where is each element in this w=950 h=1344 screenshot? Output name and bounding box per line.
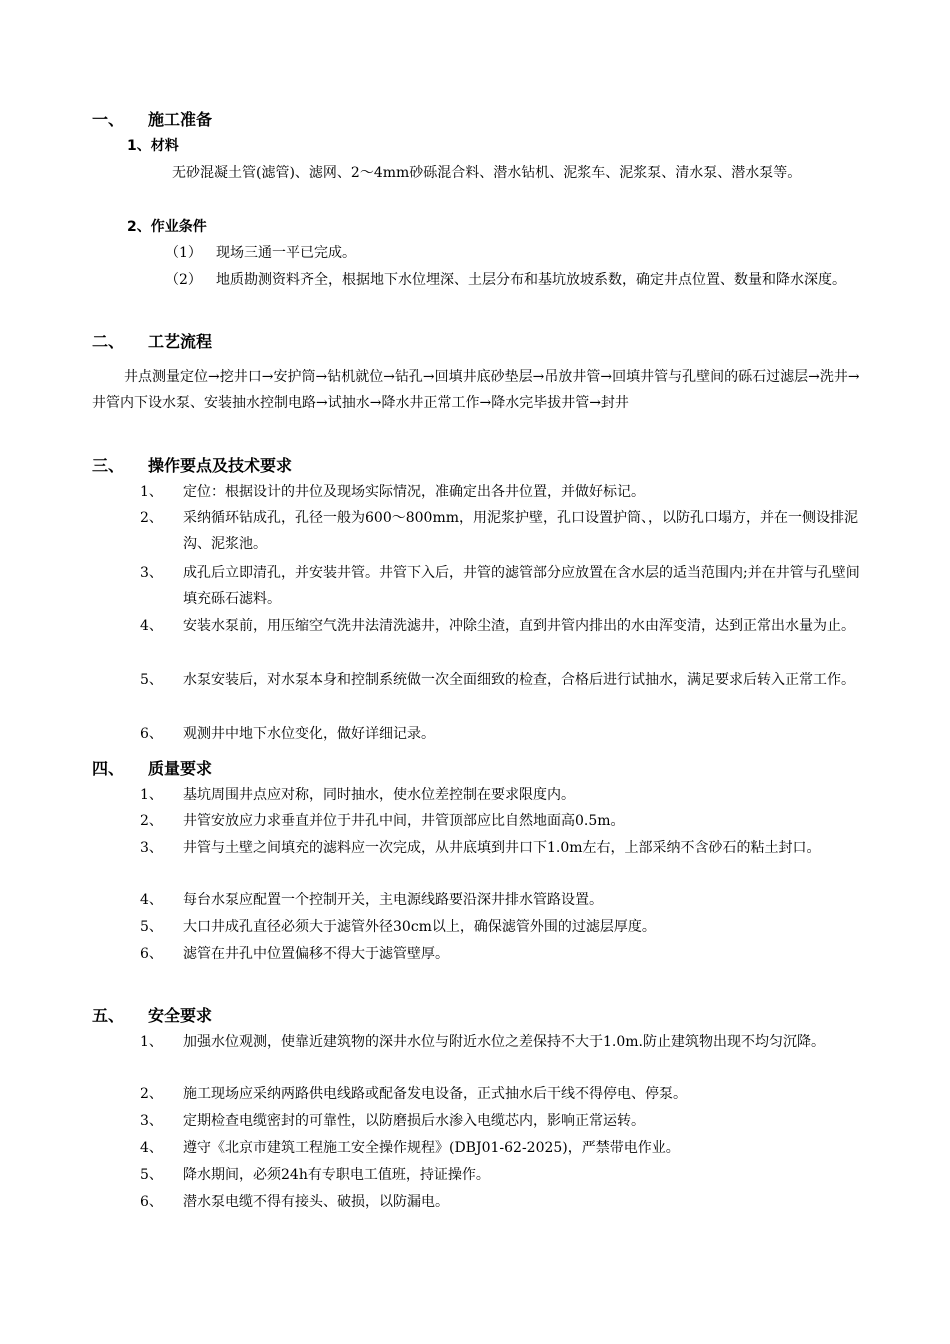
technical-item: [140, 505, 865, 557]
section-number: 四、: [92, 759, 125, 778]
section-title: 施工准备: [148, 110, 213, 129]
technical-item: [140, 667, 865, 693]
quality-item: [140, 808, 865, 834]
process-flow-text: 井点测量定位→挖井口→安护筒→钻机就位→钻孔→回填井底砂垫层→吊放井管→回填井管与孔壁间的砾石过滤层→洗井→井管内下设水泵、安装抽水控制电路→试抽水→降水井正常工作→降水完毕拔井管→封井: [92, 369, 860, 411]
safety-item: [140, 1189, 865, 1215]
subsection-heading-materials: [127, 137, 179, 155]
item-text: 井管安放应力求垂直并位于井孔中间，井管顶部应比自然地面高0.5m。: [183, 813, 625, 829]
item-text: 安装水泵前，用压缩空气洗井法清洗滤井，冲除尘渣，直到井管内排出的水由浑变清，达到正常出水量为止。: [183, 618, 855, 634]
subsection-heading-conditions: [127, 218, 207, 236]
safety-item: [140, 1162, 865, 1188]
item-number: 1、: [140, 1034, 163, 1050]
item-number: 2、: [140, 813, 163, 829]
item-text: 大口井成孔直径必须大于滤管外径30cm以上，确保滤管外围的过滤层厚度。: [183, 919, 656, 935]
item-number: 5、: [140, 919, 163, 935]
section-title: 安全要求: [148, 1006, 213, 1025]
quality-item: [140, 835, 865, 861]
section-heading-1: [92, 110, 212, 130]
section-heading-3: [92, 456, 292, 476]
item-number: 5、: [140, 1167, 163, 1183]
quality-item: [140, 914, 865, 940]
item-text: 基坑周围井点应对称，同时抽水，使水位差控制在要求限度内。: [183, 787, 575, 803]
section-heading-2: [92, 332, 212, 352]
section-title: 工艺流程: [148, 332, 213, 351]
item-number: 3、: [140, 565, 163, 581]
item-text: 水泵安装后，对水泵本身和控制系统做一次全面细致的检查，合格后进行试抽水，满足要求后转入正常工作。: [183, 672, 855, 688]
item-number: 3、: [140, 840, 163, 856]
item-text: 加强水位观测，使靠近建筑物的深井水位与附近水位之差保持不大于1.0m.防止建筑物出现不均匀沉降。: [183, 1034, 825, 1050]
item-text: 地质勘测资料齐全，根据地下水位埋深、土层分布和基坑放坡系数，确定井点位置、数量和降水深度。: [216, 272, 846, 288]
item-text: 滤管在井孔中位置偏移不得大于滤管壁厚。: [183, 946, 449, 962]
technical-item: [140, 560, 865, 612]
item-number: 4、: [140, 618, 163, 634]
section-heading-5: [92, 1006, 212, 1026]
item-text: 降水期间，必须24h有专职电工值班，持证操作。: [183, 1167, 490, 1183]
item-number: （2）: [165, 272, 202, 288]
section-title: 操作要点及技术要求: [148, 456, 293, 475]
item-text: 现场三通一平已完成。: [216, 245, 356, 261]
item-text: 成孔后立即清孔，并安装井管。井管下入后，井管的滤管部分应放置在含水层的适当范围内;并在井管与孔壁间填充砾石滤料。: [183, 565, 860, 607]
quality-item: [140, 887, 865, 913]
section-heading-4: [92, 759, 212, 779]
section-number: 三、: [92, 456, 125, 475]
item-number: 6、: [140, 726, 163, 742]
item-number: 5、: [140, 672, 163, 688]
safety-item: [140, 1029, 865, 1055]
section-number: 五、: [92, 1006, 125, 1025]
materials-text: 无砂混凝土管(滤管)、滤网、2～4mm砂砾混合料、潜水钻机、泥浆车、泥浆泵、清水泵、潜水泵等。: [172, 165, 802, 181]
section-number: 二、: [92, 332, 125, 351]
subsection-title: 作业条件: [150, 219, 207, 235]
item-text: 潜水泵电缆不得有接头、破损，以防漏电。: [183, 1194, 449, 1210]
safety-item: [140, 1108, 865, 1134]
item-number: 4、: [140, 892, 163, 908]
condition-item: [165, 240, 865, 266]
item-text: 遵守《北京市建筑工程施工安全操作规程》(DBJ01-62-2025)，严禁带电作业。: [183, 1140, 680, 1156]
item-text: 观测井中地下水位变化，做好详细记录。: [183, 726, 435, 742]
safety-item: [140, 1135, 865, 1161]
condition-item: [165, 267, 865, 293]
item-number: 6、: [140, 1194, 163, 1210]
item-text: 定位：根据设计的井位及现场实际情况，准确定出各井位置，并做好标记。: [183, 484, 645, 500]
item-text: 井管与土壁之间填充的滤料应一次完成，从井底填到井口下1.0m左右，上部采纳不含砂石的粘土封口。: [183, 840, 821, 856]
quality-item: [140, 941, 865, 967]
technical-item: [140, 479, 865, 505]
item-number: 2、: [140, 510, 163, 526]
subsection-number: 1、: [127, 138, 151, 154]
item-number: 1、: [140, 484, 163, 500]
technical-item: [140, 613, 865, 639]
technical-item: [140, 721, 865, 747]
subsection-title: 材料: [150, 138, 179, 154]
item-number: 2、: [140, 1086, 163, 1102]
section-title: 质量要求: [148, 759, 213, 778]
subsection-number: 2、: [127, 219, 151, 235]
item-text: 定期检查电缆密封的可靠性，以防磨损后水渗入电缆芯内，影响正常运转。: [183, 1113, 645, 1129]
section-number: 一、: [92, 110, 125, 129]
item-number: 3、: [140, 1113, 163, 1129]
item-number: 4、: [140, 1140, 163, 1156]
item-text: 每台水泵应配置一个控制开关，主电源线路要沿深井排水管路设置。: [183, 892, 603, 908]
item-number: （1）: [165, 245, 202, 261]
item-text: 施工现场应采纳两路供电线路或配备发电设备，正式抽水后干线不得停电、停泵。: [183, 1086, 687, 1102]
item-number: 1、: [140, 787, 163, 803]
item-text: 采纳循环钻成孔，孔径一般为600～800mm，用泥浆护壁，孔口设置护筒、，以防孔口塌方，并在一侧设排泥沟、泥浆池。: [183, 510, 858, 552]
item-number: 6、: [140, 946, 163, 962]
safety-item: [140, 1081, 865, 1107]
quality-item: [140, 782, 865, 808]
